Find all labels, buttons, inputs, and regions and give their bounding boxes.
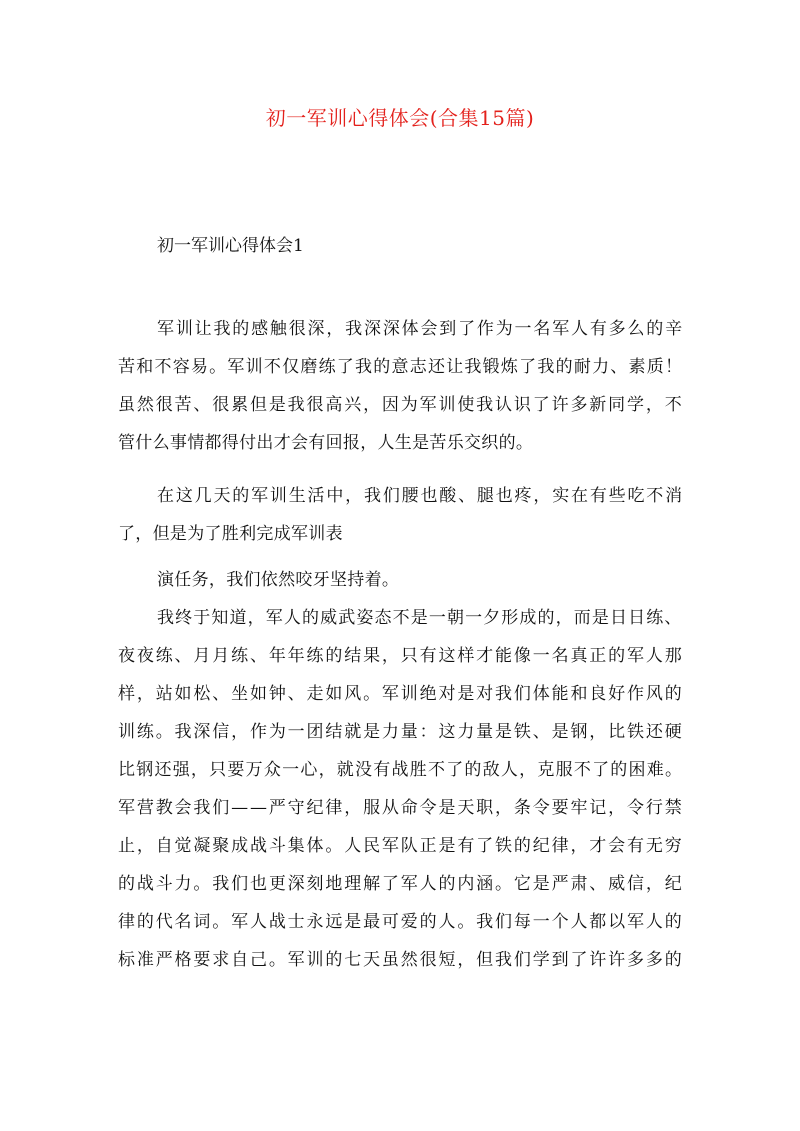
- body-line: 我终于知道，军人的威武姿态不是一朝一夕形成的，而是日日练、: [157, 608, 683, 628]
- body-line: 演任务，我们依然咬牙坚持着。: [157, 570, 400, 590]
- body-line: 律的代名词。军人战士永远是最可爱的人。我们每一个人都以军人的: [118, 912, 684, 932]
- body-line: 军训让我的感触很深，我深深体会到了作为一名军人有多么的辛: [157, 319, 684, 339]
- body-line: 夜夜练、月月练、年年练的结果，只有这样才能像一名真正的军人那: [118, 646, 684, 666]
- body-line: 训练。我深信，作为一团结就是力量：这力量是铁、是钢，比铁还硬: [118, 722, 684, 742]
- document-title: 初一军训心得体会(合集15篇): [265, 106, 535, 130]
- body-line: 苦和不容易。军训不仅磨练了我的意志还让我锻炼了我的耐力、素质！: [118, 357, 684, 377]
- body-line: 管什么事情都得付出才会有回报，人生是苦乐交织的。: [118, 433, 534, 453]
- body-line: 的战斗力。我们也更深刻地理解了军人的内涵。它是严肃、威信，纪: [118, 874, 684, 894]
- section-heading: 初一军训心得体会1: [157, 236, 304, 256]
- body-line: 样，站如松、坐如钟、走如风。军训绝对是对我们体能和良好作风的: [118, 684, 684, 704]
- body-line: 了，但是为了胜利完成军训表: [118, 524, 343, 544]
- body-line: 比钢还强，只要万众一心，就没有战胜不了的敌人，克服不了的困难。: [118, 760, 684, 780]
- body-line: 标准严格要求自己。军训的七天虽然很短，但我们学到了许许多多的: [118, 950, 684, 970]
- body-line: 在这几天的军训生活中，我们腰也酸、腿也疼，实在有些吃不消: [157, 486, 684, 506]
- body-line: 军营教会我们——严守纪律，服从命令是天职，条令要牢记，令行禁: [118, 798, 684, 818]
- body-line: 虽然很苦、很累但是我很高兴，因为军训使我认识了许多新同学，不: [118, 395, 684, 415]
- body-line: 止，自觉凝聚成战斗集体。人民军队正是有了铁的纪律，才会有无穷: [118, 836, 684, 856]
